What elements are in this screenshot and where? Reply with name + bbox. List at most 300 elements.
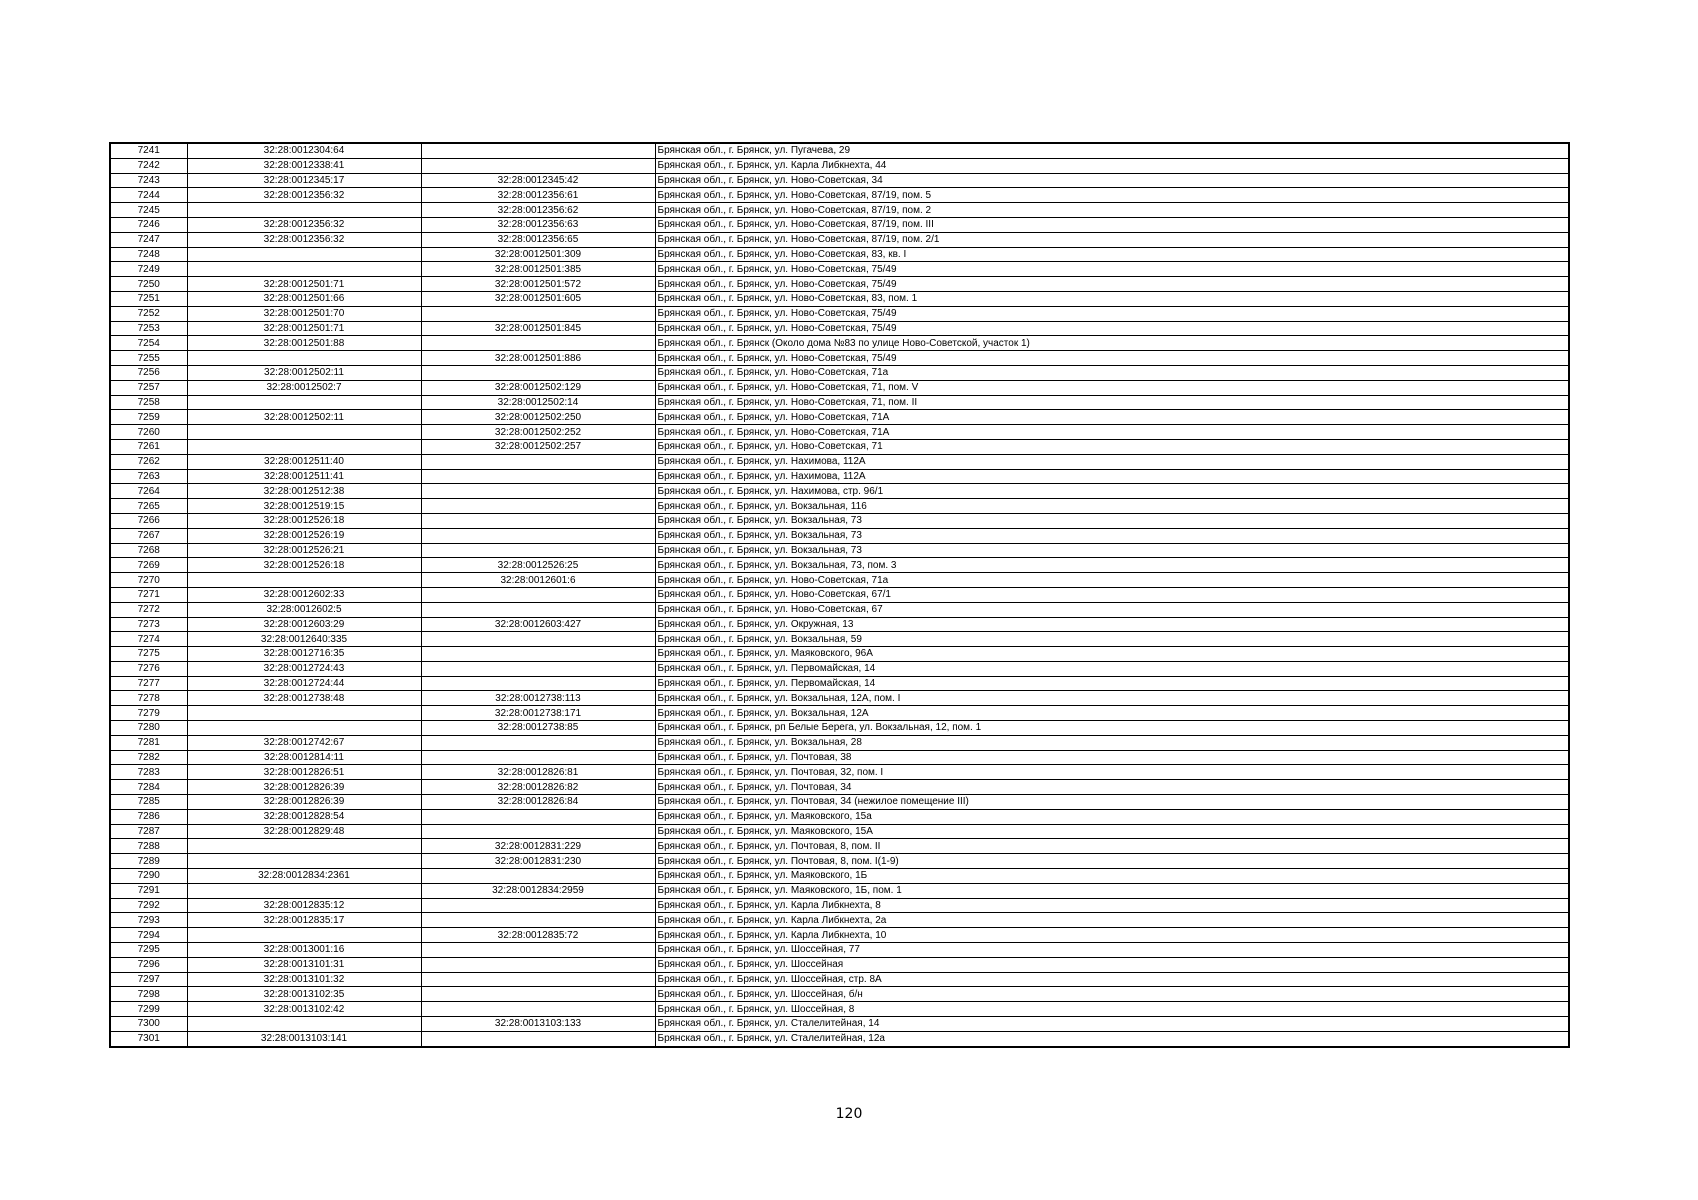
- table-row: [110, 425, 1569, 440]
- table-row: [110, 972, 1569, 987]
- land-cadastral-cell: 32:28:0012502:7: [187, 380, 421, 395]
- land-cadastral-cell: [187, 721, 421, 736]
- address-cell: Брянская обл., г. Брянск, ул. Вокзальная, 59: [655, 632, 1569, 647]
- table-row: [110, 765, 1569, 780]
- object-cadastral-cell: [421, 306, 655, 321]
- table-row: [110, 439, 1569, 454]
- row-number-cell: 7277: [110, 676, 187, 691]
- table-row: [110, 232, 1569, 247]
- row-number-cell: 7278: [110, 691, 187, 706]
- address-cell: Брянская обл., г. Брянск, ул. Ново-Советская, 71, пом. V: [655, 380, 1569, 395]
- address-cell: Брянская обл., г. Брянск, ул. Ново-Советская, 75/49: [655, 306, 1569, 321]
- address-cell: Брянская обл., г. Брянск, ул. Почтовая, 8, пом. I(1-9): [655, 854, 1569, 869]
- object-cadastral-cell: [421, 943, 655, 958]
- table-row: [110, 291, 1569, 306]
- object-cadastral-cell: [421, 676, 655, 691]
- object-cadastral-cell: 32:28:0012738:85: [421, 721, 655, 736]
- object-cadastral-cell: 32:28:0012826:84: [421, 795, 655, 810]
- address-cell: Брянская обл., г. Брянск, ул. Ново-Советская, 83, пом. 1: [655, 291, 1569, 306]
- table-row: [110, 617, 1569, 632]
- row-number-cell: 7260: [110, 425, 187, 440]
- land-cadastral-cell: 32:28:0012602:5: [187, 602, 421, 617]
- address-cell: Брянская обл., г. Брянск, ул. Вокзальная, 28: [655, 735, 1569, 750]
- land-cadastral-cell: [187, 1017, 421, 1032]
- table-row: [110, 217, 1569, 232]
- land-cadastral-cell: 32:28:0012501:70: [187, 306, 421, 321]
- table-row: [110, 721, 1569, 736]
- address-cell: Брянская обл., г. Брянск, ул. Шоссейная, стр. 8А: [655, 972, 1569, 987]
- object-cadastral-cell: [421, 543, 655, 558]
- land-cadastral-cell: 32:28:0012356:32: [187, 217, 421, 232]
- address-cell: Брянская обл., г. Брянск, ул. Ново-Советская, 71: [655, 439, 1569, 454]
- address-cell: Брянская обл., г. Брянск, ул. Шоссейная, 8: [655, 1002, 1569, 1017]
- object-cadastral-cell: 32:28:0012502:129: [421, 380, 655, 395]
- table-row: [110, 513, 1569, 528]
- table-row: [110, 943, 1569, 958]
- land-cadastral-cell: 32:28:0012502:11: [187, 410, 421, 425]
- table-row: [110, 735, 1569, 750]
- land-cadastral-cell: 32:28:0012502:11: [187, 365, 421, 380]
- object-cadastral-cell: 32:28:0012738:171: [421, 706, 655, 721]
- land-cadastral-cell: [187, 425, 421, 440]
- row-number-cell: 7253: [110, 321, 187, 336]
- land-cadastral-cell: 32:28:0012724:44: [187, 676, 421, 691]
- page-number: 120: [835, 1106, 863, 1122]
- address-cell: Брянская обл., г. Брянск, ул. Первомайская, 14: [655, 661, 1569, 676]
- land-cadastral-cell: 32:28:0012345:17: [187, 173, 421, 188]
- object-cadastral-cell: [421, 632, 655, 647]
- address-cell: Брянская обл., г. Брянск, ул. Вокзальная, 73: [655, 513, 1569, 528]
- land-cadastral-cell: [187, 883, 421, 898]
- row-number-cell: 7257: [110, 380, 187, 395]
- table-row: [110, 484, 1569, 499]
- land-cadastral-cell: 32:28:0012826:39: [187, 780, 421, 795]
- land-cadastral-cell: 32:28:0013102:35: [187, 987, 421, 1002]
- land-cadastral-cell: 32:28:0012826:51: [187, 765, 421, 780]
- row-number-cell: 7241: [110, 143, 187, 158]
- row-number-cell: 7285: [110, 795, 187, 810]
- row-number-cell: 7259: [110, 410, 187, 425]
- land-cadastral-cell: 32:28:0012512:38: [187, 484, 421, 499]
- table-row: [110, 676, 1569, 691]
- row-number-cell: 7296: [110, 957, 187, 972]
- object-cadastral-cell: [421, 957, 655, 972]
- row-number-cell: 7269: [110, 558, 187, 573]
- row-number-cell: 7289: [110, 854, 187, 869]
- table-row: [110, 750, 1569, 765]
- address-cell: Брянская обл., г. Брянск, ул. Маяковского, 1Б: [655, 869, 1569, 884]
- address-cell: Брянская обл., г. Брянск, ул. Карла Либкнехта, 8: [655, 898, 1569, 913]
- row-number-cell: 7292: [110, 898, 187, 913]
- object-cadastral-cell: [421, 750, 655, 765]
- row-number-cell: 7274: [110, 632, 187, 647]
- row-number-cell: 7250: [110, 277, 187, 292]
- land-cadastral-cell: 32:28:0013103:141: [187, 1031, 421, 1046]
- row-number-cell: 7263: [110, 469, 187, 484]
- land-cadastral-cell: [187, 706, 421, 721]
- object-cadastral-cell: 32:28:0012603:427: [421, 617, 655, 632]
- object-cadastral-cell: [421, 499, 655, 514]
- land-cadastral-cell: 32:28:0012834:2361: [187, 869, 421, 884]
- object-cadastral-cell: 32:28:0012601:6: [421, 573, 655, 588]
- table-row: [110, 957, 1569, 972]
- address-cell: Брянская обл., г. Брянск, ул. Шоссейная, б/н: [655, 987, 1569, 1002]
- object-cadastral-cell: 32:28:0012738:113: [421, 691, 655, 706]
- land-cadastral-cell: 32:28:0012835:17: [187, 913, 421, 928]
- address-cell: Брянская обл., г. Брянск, ул. Нахимова, стр. 96/1: [655, 484, 1569, 499]
- address-cell: Брянская обл., г. Брянск, ул. Почтовая, 34 (нежилое помещение III): [655, 795, 1569, 810]
- table-row: [110, 499, 1569, 514]
- land-cadastral-cell: [187, 395, 421, 410]
- land-cadastral-cell: 32:28:0012511:40: [187, 454, 421, 469]
- row-number-cell: 7287: [110, 824, 187, 839]
- table-row: [110, 173, 1569, 188]
- table-row: [110, 158, 1569, 173]
- row-number-cell: 7281: [110, 735, 187, 750]
- address-cell: Брянская обл., г. Брянск, ул. Ново-Советская, 75/49: [655, 351, 1569, 366]
- row-number-cell: 7300: [110, 1017, 187, 1032]
- object-cadastral-cell: [421, 1002, 655, 1017]
- address-cell: Брянская обл., г. Брянск, ул. Ново-Советская, 71а: [655, 573, 1569, 588]
- table-row: [110, 188, 1569, 203]
- row-number-cell: 7288: [110, 839, 187, 854]
- object-cadastral-cell: [421, 661, 655, 676]
- object-cadastral-cell: [421, 987, 655, 1002]
- object-cadastral-cell: 32:28:0012356:65: [421, 232, 655, 247]
- row-number-cell: 7295: [110, 943, 187, 958]
- land-cadastral-cell: 32:28:0012738:48: [187, 691, 421, 706]
- row-number-cell: 7284: [110, 780, 187, 795]
- land-cadastral-cell: 32:28:0012835:12: [187, 898, 421, 913]
- table-row: [110, 587, 1569, 602]
- address-cell: Брянская обл., г. Брянск, ул. Вокзальная, 73, пом. 3: [655, 558, 1569, 573]
- address-cell: Брянская обл., г. Брянск, ул. Вокзальная, 12А, пом. I: [655, 691, 1569, 706]
- row-number-cell: 7262: [110, 454, 187, 469]
- land-cadastral-cell: 32:28:0012603:29: [187, 617, 421, 632]
- row-number-cell: 7282: [110, 750, 187, 765]
- table-row: [110, 632, 1569, 647]
- land-cadastral-cell: 32:28:0012526:21: [187, 543, 421, 558]
- address-cell: Брянская обл., г. Брянск, ул. Карла Либкнехта, 44: [655, 158, 1569, 173]
- table-row: [110, 365, 1569, 380]
- address-cell: Брянская обл., г. Брянск, рп Белые Берега, ул. Вокзальная, 12, пом. 1: [655, 721, 1569, 736]
- address-cell: Брянская обл., г. Брянск, ул. Ново-Советская, 71А: [655, 425, 1569, 440]
- table-row: [110, 869, 1569, 884]
- address-cell: Брянская обл., г. Брянск, ул. Сталелитейная, 14: [655, 1017, 1569, 1032]
- land-cadastral-cell: 32:28:0012828:54: [187, 809, 421, 824]
- land-cadastral-cell: 32:28:0012501:71: [187, 321, 421, 336]
- land-cadastral-cell: [187, 854, 421, 869]
- table-row: [110, 321, 1569, 336]
- object-cadastral-cell: [421, 158, 655, 173]
- address-cell: Брянская обл., г. Брянск, ул. Пугачева, 29: [655, 143, 1569, 158]
- address-cell: Брянская обл., г. Брянск (Около дома №83 по улице Ново-Советской, участок 1): [655, 336, 1569, 351]
- object-cadastral-cell: 32:28:0012826:82: [421, 780, 655, 795]
- row-number-cell: 7245: [110, 203, 187, 218]
- row-number-cell: 7286: [110, 809, 187, 824]
- table-row: [110, 1031, 1569, 1046]
- object-cadastral-cell: 32:28:0012831:230: [421, 854, 655, 869]
- land-cadastral-cell: 32:28:0013101:31: [187, 957, 421, 972]
- object-cadastral-cell: [421, 336, 655, 351]
- object-cadastral-cell: [421, 513, 655, 528]
- address-cell: Брянская обл., г. Брянск, ул. Первомайская, 14: [655, 676, 1569, 691]
- row-number-cell: 7255: [110, 351, 187, 366]
- row-number-cell: 7270: [110, 573, 187, 588]
- row-number-cell: 7294: [110, 928, 187, 943]
- registry-table-container: [109, 142, 1568, 1048]
- address-cell: Брянская обл., г. Брянск, ул. Ново-Советская, 71, пом. II: [655, 395, 1569, 410]
- table-row: [110, 691, 1569, 706]
- row-number-cell: 7261: [110, 439, 187, 454]
- table-row: [110, 143, 1569, 158]
- row-number-cell: 7280: [110, 721, 187, 736]
- row-number-cell: 7293: [110, 913, 187, 928]
- row-number-cell: 7290: [110, 869, 187, 884]
- address-cell: Брянская обл., г. Брянск, ул. Маяковского, 15А: [655, 824, 1569, 839]
- table-row: [110, 558, 1569, 573]
- address-cell: Брянская обл., г. Брянск, ул. Ново-Советская, 83, кв. I: [655, 247, 1569, 262]
- table-row: [110, 247, 1569, 262]
- address-cell: Брянская обл., г. Брянск, ул. Ново-Советская, 71А: [655, 410, 1569, 425]
- object-cadastral-cell: [421, 143, 655, 158]
- land-cadastral-cell: 32:28:0012826:39: [187, 795, 421, 810]
- row-number-cell: 7276: [110, 661, 187, 676]
- land-cadastral-cell: 32:28:0012829:48: [187, 824, 421, 839]
- land-cadastral-cell: 32:28:0012724:43: [187, 661, 421, 676]
- object-cadastral-cell: 32:28:0013103:133: [421, 1017, 655, 1032]
- object-cadastral-cell: [421, 365, 655, 380]
- land-cadastral-cell: 32:28:0012640:335: [187, 632, 421, 647]
- address-cell: Брянская обл., г. Брянск, ул. Шоссейная: [655, 957, 1569, 972]
- table-row: [110, 883, 1569, 898]
- table-row: [110, 528, 1569, 543]
- table-row: [110, 1017, 1569, 1032]
- land-cadastral-cell: 32:28:0012716:35: [187, 647, 421, 662]
- table-row: [110, 306, 1569, 321]
- object-cadastral-cell: 32:28:0012501:572: [421, 277, 655, 292]
- table-row: [110, 780, 1569, 795]
- row-number-cell: 7252: [110, 306, 187, 321]
- land-cadastral-cell: 32:28:0012338:41: [187, 158, 421, 173]
- row-number-cell: 7242: [110, 158, 187, 173]
- row-number-cell: 7267: [110, 528, 187, 543]
- row-number-cell: 7247: [110, 232, 187, 247]
- address-cell: Брянская обл., г. Брянск, ул. Ново-Советская, 87/19, пом. 2/1: [655, 232, 1569, 247]
- land-cadastral-cell: 32:28:0013102:42: [187, 1002, 421, 1017]
- row-number-cell: 7271: [110, 587, 187, 602]
- table-row: [110, 573, 1569, 588]
- table-row: [110, 602, 1569, 617]
- land-cadastral-cell: 32:28:0012356:32: [187, 232, 421, 247]
- address-cell: Брянская обл., г. Брянск, ул. Ново-Советская, 67/1: [655, 587, 1569, 602]
- land-cadastral-cell: 32:28:0012501:88: [187, 336, 421, 351]
- row-number-cell: 7244: [110, 188, 187, 203]
- address-cell: Брянская обл., г. Брянск, ул. Вокзальная, 73: [655, 543, 1569, 558]
- table-row: [110, 898, 1569, 913]
- row-number-cell: 7251: [110, 291, 187, 306]
- table-row: [110, 262, 1569, 277]
- object-cadastral-cell: 32:28:0012501:845: [421, 321, 655, 336]
- object-cadastral-cell: [421, 602, 655, 617]
- address-cell: Брянская обл., г. Брянск, ул. Ново-Советская, 87/19, пом. III: [655, 217, 1569, 232]
- table-row: [110, 928, 1569, 943]
- row-number-cell: 7299: [110, 1002, 187, 1017]
- row-number-cell: 7254: [110, 336, 187, 351]
- address-cell: Брянская обл., г. Брянск, ул. Карла Либкнехта, 2а: [655, 913, 1569, 928]
- object-cadastral-cell: [421, 972, 655, 987]
- object-cadastral-cell: [421, 1031, 655, 1046]
- object-cadastral-cell: 32:28:0012831:229: [421, 839, 655, 854]
- address-cell: Брянская обл., г. Брянск, ул. Маяковского, 96А: [655, 647, 1569, 662]
- table-row: [110, 854, 1569, 869]
- row-number-cell: 7266: [110, 513, 187, 528]
- land-cadastral-cell: 32:28:0012814:11: [187, 750, 421, 765]
- land-cadastral-cell: [187, 262, 421, 277]
- row-number-cell: 7279: [110, 706, 187, 721]
- address-cell: Брянская обл., г. Брянск, ул. Маяковского, 15а: [655, 809, 1569, 824]
- address-cell: Брянская обл., г. Брянск, ул. Вокзальная, 12А: [655, 706, 1569, 721]
- land-cadastral-cell: 32:28:0012519:15: [187, 499, 421, 514]
- address-cell: Брянская обл., г. Брянск, ул. Ново-Советская, 75/49: [655, 277, 1569, 292]
- land-cadastral-cell: 32:28:0012602:33: [187, 587, 421, 602]
- object-cadastral-cell: 32:28:0012356:63: [421, 217, 655, 232]
- land-cadastral-cell: 32:28:0012501:66: [187, 291, 421, 306]
- row-number-cell: 7258: [110, 395, 187, 410]
- table-row: [110, 1002, 1569, 1017]
- land-cadastral-cell: 32:28:0012501:71: [187, 277, 421, 292]
- row-number-cell: 7265: [110, 499, 187, 514]
- address-cell: Брянская обл., г. Брянск, ул. Ново-Советская, 34: [655, 173, 1569, 188]
- object-cadastral-cell: 32:28:0012502:257: [421, 439, 655, 454]
- table-row: [110, 706, 1569, 721]
- address-cell: Брянская обл., г. Брянск, ул. Ново-Советская, 67: [655, 602, 1569, 617]
- address-cell: Брянская обл., г. Брянск, ул. Маяковского, 1Б, пом. 1: [655, 883, 1569, 898]
- land-cadastral-cell: [187, 203, 421, 218]
- table-row: [110, 987, 1569, 1002]
- land-cadastral-cell: 32:28:0012526:19: [187, 528, 421, 543]
- object-cadastral-cell: [421, 869, 655, 884]
- object-cadastral-cell: [421, 647, 655, 662]
- table-row: [110, 543, 1569, 558]
- object-cadastral-cell: 32:28:0012356:62: [421, 203, 655, 218]
- table-row: [110, 647, 1569, 662]
- address-cell: Брянская обл., г. Брянск, ул. Карла Либкнехта, 10: [655, 928, 1569, 943]
- address-cell: Брянская обл., г. Брянск, ул. Ново-Советская, 87/19, пом. 2: [655, 203, 1569, 218]
- land-cadastral-cell: 32:28:0012304:64: [187, 143, 421, 158]
- address-cell: Брянская обл., г. Брянск, ул. Ново-Советская, 75/49: [655, 321, 1569, 336]
- land-cadastral-cell: [187, 839, 421, 854]
- row-number-cell: 7283: [110, 765, 187, 780]
- table-row: [110, 380, 1569, 395]
- land-cadastral-cell: [187, 351, 421, 366]
- address-cell: Брянская обл., г. Брянск, ул. Вокзальная, 116: [655, 499, 1569, 514]
- table-row: [110, 469, 1569, 484]
- row-number-cell: 7248: [110, 247, 187, 262]
- object-cadastral-cell: 32:28:0012501:385: [421, 262, 655, 277]
- registry-table: [109, 142, 1570, 1048]
- row-number-cell: 7272: [110, 602, 187, 617]
- address-cell: Брянская обл., г. Брянск, ул. Нахимова, 112А: [655, 469, 1569, 484]
- land-cadastral-cell: [187, 439, 421, 454]
- land-cadastral-cell: [187, 573, 421, 588]
- row-number-cell: 7298: [110, 987, 187, 1002]
- table-row: [110, 277, 1569, 292]
- address-cell: Брянская обл., г. Брянск, ул. Почтовая, 8, пом. II: [655, 839, 1569, 854]
- row-number-cell: 7275: [110, 647, 187, 662]
- object-cadastral-cell: [421, 484, 655, 499]
- table-row: [110, 336, 1569, 351]
- object-cadastral-cell: 32:28:0012834:2959: [421, 883, 655, 898]
- object-cadastral-cell: [421, 809, 655, 824]
- object-cadastral-cell: [421, 587, 655, 602]
- address-cell: Брянская обл., г. Брянск, ул. Ново-Советская, 87/19, пом. 5: [655, 188, 1569, 203]
- object-cadastral-cell: [421, 913, 655, 928]
- row-number-cell: 7301: [110, 1031, 187, 1046]
- row-number-cell: 7291: [110, 883, 187, 898]
- object-cadastral-cell: [421, 735, 655, 750]
- address-cell: Брянская обл., г. Брянск, ул. Ново-Советская, 75/49: [655, 262, 1569, 277]
- land-cadastral-cell: 32:28:0012526:18: [187, 558, 421, 573]
- object-cadastral-cell: [421, 454, 655, 469]
- object-cadastral-cell: 32:28:0012826:81: [421, 765, 655, 780]
- land-cadastral-cell: 32:28:0013101:32: [187, 972, 421, 987]
- address-cell: Брянская обл., г. Брянск, ул. Окружная, 13: [655, 617, 1569, 632]
- table-row: [110, 395, 1569, 410]
- land-cadastral-cell: [187, 928, 421, 943]
- object-cadastral-cell: 32:28:0012502:252: [421, 425, 655, 440]
- object-cadastral-cell: 32:28:0012835:72: [421, 928, 655, 943]
- table-row: [110, 795, 1569, 810]
- object-cadastral-cell: 32:28:0012501:886: [421, 351, 655, 366]
- object-cadastral-cell: 32:28:0012501:605: [421, 291, 655, 306]
- land-cadastral-cell: 32:28:0013001:16: [187, 943, 421, 958]
- land-cadastral-cell: 32:28:0012511:41: [187, 469, 421, 484]
- address-cell: Брянская обл., г. Брянск, ул. Почтовая, 38: [655, 750, 1569, 765]
- object-cadastral-cell: 32:28:0012502:250: [421, 410, 655, 425]
- object-cadastral-cell: 32:28:0012502:14: [421, 395, 655, 410]
- table-row: [110, 824, 1569, 839]
- address-cell: Брянская обл., г. Брянск, ул. Почтовая, 34: [655, 780, 1569, 795]
- object-cadastral-cell: 32:28:0012356:61: [421, 188, 655, 203]
- row-number-cell: 7297: [110, 972, 187, 987]
- row-number-cell: 7246: [110, 217, 187, 232]
- row-number-cell: 7264: [110, 484, 187, 499]
- table-row: [110, 913, 1569, 928]
- table-row: [110, 839, 1569, 854]
- address-cell: Брянская обл., г. Брянск, ул. Вокзальная, 73: [655, 528, 1569, 543]
- table-row: [110, 203, 1569, 218]
- land-cadastral-cell: 32:28:0012742:67: [187, 735, 421, 750]
- object-cadastral-cell: [421, 898, 655, 913]
- object-cadastral-cell: 32:28:0012501:309: [421, 247, 655, 262]
- row-number-cell: 7256: [110, 365, 187, 380]
- object-cadastral-cell: 32:28:0012345:42: [421, 173, 655, 188]
- row-number-cell: 7273: [110, 617, 187, 632]
- address-cell: Брянская обл., г. Брянск, ул. Шоссейная, 77: [655, 943, 1569, 958]
- land-cadastral-cell: 32:28:0012356:32: [187, 188, 421, 203]
- land-cadastral-cell: 32:28:0012526:18: [187, 513, 421, 528]
- land-cadastral-cell: [187, 247, 421, 262]
- object-cadastral-cell: [421, 528, 655, 543]
- row-number-cell: 7268: [110, 543, 187, 558]
- address-cell: Брянская обл., г. Брянск, ул. Нахимова, 112А: [655, 454, 1569, 469]
- table-row: [110, 351, 1569, 366]
- row-number-cell: 7249: [110, 262, 187, 277]
- row-number-cell: 7243: [110, 173, 187, 188]
- table-row: [110, 454, 1569, 469]
- address-cell: Брянская обл., г. Брянск, ул. Сталелитейная, 12а: [655, 1031, 1569, 1046]
